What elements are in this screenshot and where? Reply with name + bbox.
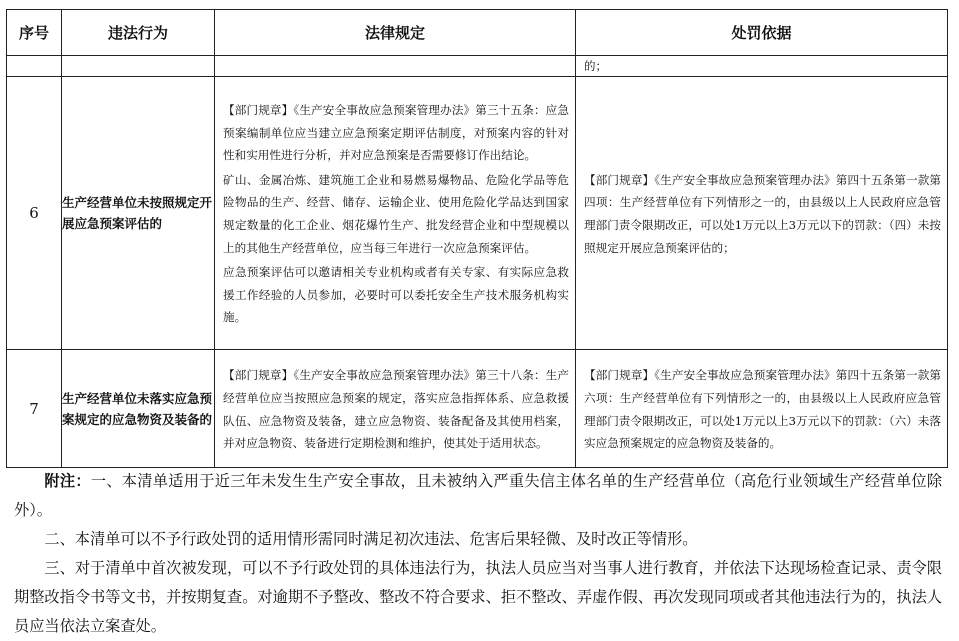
cell-continued-penalty — [576, 56, 948, 77]
table-header-row — [7, 10, 948, 56]
penalty-paragraph: 【部门规章】《生产安全事故应急预案管理办法》第四十五条第一款第四项：生产经营单位有下列情形之一的，由县级以上人民政府应急管理部门责令限期改正，可以处1万元以上3万元以下的罚款：（四）未按照规定开展应急预案评估的； — [584, 172, 941, 255]
header-penalty: 处罚依据 — [576, 10, 948, 56]
law-provision — [215, 77, 576, 350]
violation-act: 生产经营单位未落实应急预案规定的应急物资及装备的 — [62, 350, 215, 468]
table-row-continued — [7, 56, 948, 77]
law-provision — [215, 350, 576, 468]
violation-act: 生产经营单位未按照规定开展应急预案评估的 — [62, 77, 215, 350]
header-no: 序号 — [7, 10, 62, 56]
footnotes — [14, 467, 942, 641]
cell-empty — [7, 56, 62, 77]
note-lead: 附注： — [44, 472, 91, 490]
table-row — [7, 350, 948, 468]
header-act: 违法行为 — [62, 10, 215, 56]
table-row — [7, 77, 948, 350]
penalty-paragraph: 【部门规章】《生产安全事故应急预案管理办法》第四十五条第一款第六项：生产经营单位有下列情形之一的，由县级以上人民政府应急管理部门责令限期改正，可以处1万元以上3万元以下的罚款：（六）未落实应急预案规定的应急物资及装备的。 — [584, 368, 941, 451]
law-paragraph: 应急预案评估可以邀请相关专业机构或者有关专家、有实际应急救援工作经验的人员参加，必要时可以委托安全生产技术服务机构实施。 — [223, 265, 569, 325]
penalty-basis — [576, 77, 948, 350]
penalty-basis — [576, 350, 948, 468]
law-paragraph: 【部门规章】《生产安全事故应急预案管理办法》第三十八条：生产经营单位应当按照应急预案的规定，落实应急指挥体系、应急救援队伍、应急物资及装备，建立应急物资、装备配备及其使用档案，并对应急物资、装备进行定期检测和维护，使其处于适用状态。 — [223, 368, 569, 451]
cell-empty — [215, 56, 576, 77]
violation-table — [6, 9, 948, 468]
note-item: 二、本清单可以不予行政处罚的适用情形需同时满足初次违法、危害后果轻微、及时改正等情形。 — [44, 530, 698, 548]
note-text: 一、本清单适用于近三年未发生生产安全事故，且未被纳入严重失信主体名单的生产经营单位（高危行业领域生产经营单位除外）。 — [14, 472, 943, 519]
note-item: 三、对于清单中首次被发现，可以不予行政处罚的具体违法行为，执法人员应当对当事人进行教育，并依法下达现场检查记录、责令限期整改指令书等文书，并按期复查。对逾期不予整改、整改不符合要求、拒不整改、弄虚作假、再次发现同项或者其他违法行为的，执法人员应当依法立案查处。 — [14, 559, 942, 635]
row-number: 6 — [7, 77, 62, 350]
header-law: 法律规定 — [215, 10, 576, 56]
law-paragraph: 矿山、金属冶炼、建筑施工企业和易燃易爆物品、危险化学品等危险物品的生产、经营、储存、运输企业、使用危险化学品达到国家规定数量的化工企业、烟花爆竹生产、批发经营企业和中型规模以上的其他生产经营单位，应当每三年进行一次应急预案评估。 — [223, 172, 569, 255]
continued-penalty-text: 的； — [584, 59, 607, 73]
law-paragraph: 【部门规章】《生产安全事故应急预案管理办法》第三十五条：应急预案编制单位应当建立应急预案定期评估制度，对预案内容的针对性和实用性进行分析，并对应急预案是否需要修订作出结论。 — [223, 103, 569, 163]
row-number: 7 — [7, 350, 62, 468]
note-item — [14, 467, 942, 525]
cell-empty — [62, 56, 215, 77]
